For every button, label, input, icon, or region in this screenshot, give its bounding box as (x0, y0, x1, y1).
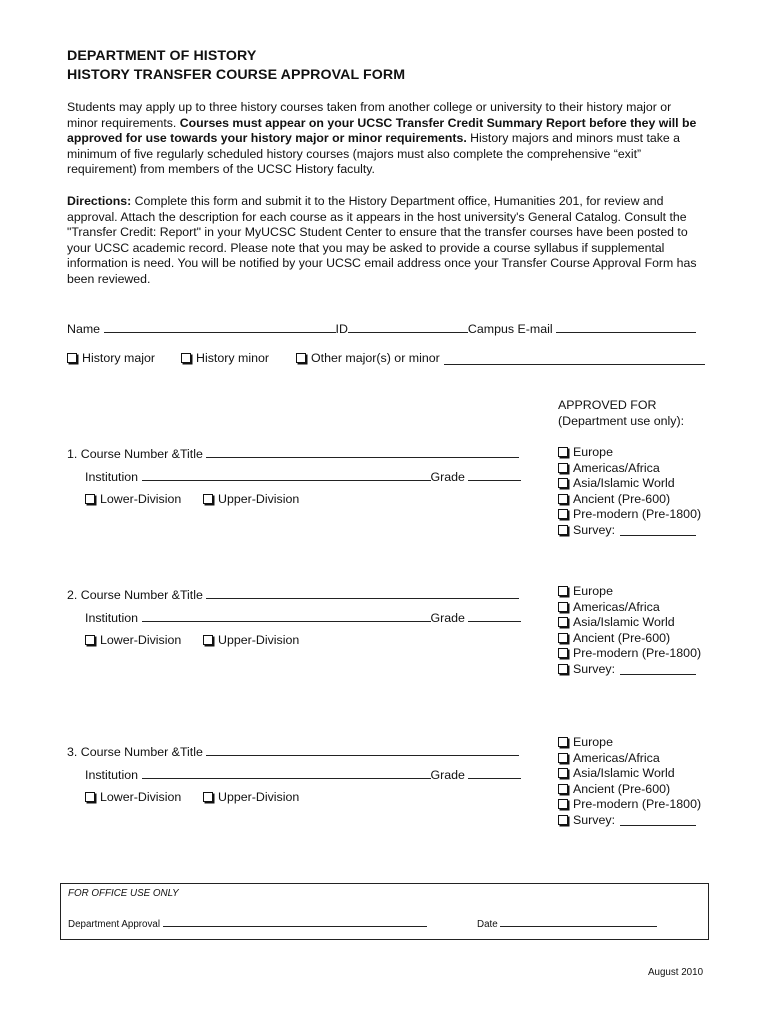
course-title-field[interactable] (206, 445, 519, 458)
grade-label: Grade (430, 611, 465, 625)
institution-row (85, 468, 521, 484)
footer-date: August 2010 (648, 967, 704, 978)
checkbox-icon[interactable] (296, 353, 306, 363)
checkbox-icon[interactable] (203, 494, 213, 504)
region-label: Americas/Africa (573, 599, 660, 614)
course-title-row (67, 586, 519, 602)
course-title-label: 2. Course Number &Title (67, 588, 203, 602)
grade-field[interactable] (468, 468, 521, 481)
region-label: Europe (573, 735, 613, 749)
intro-text-bold: Courses must appear on your UCSC Transfer Credit Summary Report before they will be approved for use towards your history major or minor requirements. (67, 115, 697, 146)
checkbox-icon[interactable] (558, 525, 568, 535)
email-field[interactable] (556, 320, 696, 333)
directions-paragraph (67, 194, 703, 288)
grade-label: Grade (430, 768, 465, 782)
history-major-option[interactable] (67, 351, 155, 365)
course-title-label: 3. Course Number &Title (67, 745, 203, 759)
other-major-option[interactable] (296, 351, 705, 365)
institution-row (85, 766, 521, 782)
survey-field[interactable] (620, 662, 696, 675)
region-label: Ancient (Pre-600) (573, 781, 671, 796)
region-label: Ancient (Pre-600) (573, 491, 671, 506)
region-option[interactable] (558, 735, 613, 749)
institution-row (85, 609, 521, 625)
other-major-label: Other major(s) or minor (311, 351, 440, 365)
office-use-title: FOR OFFICE USE ONLY (68, 888, 179, 899)
region-label: Pre-modern (Pre-1800) (573, 797, 702, 811)
region-label: Asia/Islamic World (573, 476, 675, 490)
institution-label: Institution (85, 768, 139, 782)
name-field[interactable] (104, 320, 336, 333)
approved-for-subheading: (Department use only): (558, 414, 685, 428)
directions-text: Complete this form and submit it to the History Department office, Humanities 201, for review and approval. Attach the description for each course as it appears in the host university's General Catalog. Consult the "Transfer Credit: Report" in your MyUCSC Student Center to ensure that the transfer courses have been posted to your UCSC academic record. Please note that you may be asked to provide a course syllabus if supplemental information is need. You will be notified by your UCSC email address once your Transfer Course Approval Form has been reviewed. (67, 194, 697, 286)
intro-paragraph (67, 100, 703, 178)
institution-field[interactable] (142, 468, 431, 481)
id-label: ID (335, 322, 348, 336)
course-title-field[interactable] (206, 586, 519, 599)
checkbox-icon[interactable] (203, 635, 213, 645)
office-use-box (60, 883, 709, 940)
region-option[interactable] (558, 523, 696, 537)
history-major-label: History major (82, 351, 155, 365)
department-title: DEPARTMENT OF HISTORY (67, 48, 257, 64)
checkbox-icon[interactable] (85, 792, 95, 802)
lower-division-label: Lower-Division (100, 492, 182, 506)
lower-division-label: Lower-Division (100, 633, 182, 647)
region-label: Asia/Islamic World (573, 766, 675, 780)
grade-label: Grade (430, 470, 465, 484)
department-approval-row (68, 917, 427, 930)
checkbox-icon[interactable] (558, 648, 568, 658)
checkbox-icon[interactable] (558, 799, 568, 809)
region-option[interactable] (558, 782, 670, 796)
course-title-row (67, 743, 519, 759)
region-option[interactable] (558, 813, 696, 827)
department-approval-label: Department Approval (68, 919, 161, 930)
lower-division-option[interactable] (85, 492, 181, 506)
lower-division-label: Lower-Division (100, 790, 182, 804)
id-field[interactable] (348, 320, 468, 333)
checkbox-icon[interactable] (558, 602, 568, 612)
survey-field[interactable] (620, 813, 696, 826)
name-label: Name (67, 322, 101, 336)
checkbox-icon[interactable] (181, 353, 191, 363)
region-label: Europe (573, 445, 613, 459)
region-option[interactable] (558, 600, 660, 614)
intro-text-a: Students may apply up to three history courses taken from another college or university to their history major or minor requirements. (67, 100, 672, 130)
checkbox-icon[interactable] (558, 509, 568, 519)
region-option[interactable] (558, 584, 613, 598)
grade-field[interactable] (468, 766, 521, 779)
other-major-field[interactable] (444, 352, 705, 365)
region-option[interactable] (558, 461, 660, 475)
institution-field[interactable] (142, 766, 431, 779)
upper-division-label: Upper-Division (218, 790, 300, 804)
region-label: Survey: (573, 812, 616, 827)
checkbox-icon[interactable] (558, 737, 568, 747)
checkbox-icon[interactable] (203, 792, 213, 802)
region-label: Pre-modern (Pre-1800) (573, 646, 702, 660)
region-label: Survey: (573, 661, 616, 676)
student-info-row (67, 320, 696, 336)
upper-division-label: Upper-Division (218, 492, 300, 506)
checkbox-icon[interactable] (558, 478, 568, 488)
lower-division-option[interactable] (85, 633, 181, 647)
region-label: Pre-modern (Pre-1800) (573, 507, 702, 521)
region-option[interactable] (558, 445, 613, 459)
region-label: Europe (573, 584, 613, 598)
institution-field[interactable] (142, 609, 431, 622)
intro-text-b: History majors and minors must take a minimum of five regularly scheduled history courses (majors must also complete the comprehensive “exit” requirement) from members of the UCSC History faculty. (67, 131, 680, 177)
department-approval-field[interactable] (163, 917, 427, 927)
region-option[interactable] (558, 797, 701, 811)
grade-field[interactable] (468, 609, 521, 622)
checkbox-icon[interactable] (558, 768, 568, 778)
institution-label: Institution (85, 470, 139, 484)
history-minor-option[interactable] (181, 351, 269, 365)
upper-division-label: Upper-Division (218, 633, 300, 647)
region-option[interactable] (558, 492, 670, 506)
region-label: Asia/Islamic World (573, 615, 675, 629)
checkbox-icon[interactable] (558, 784, 568, 794)
institution-label: Institution (85, 611, 139, 625)
region-option[interactable] (558, 631, 670, 645)
survey-field[interactable] (620, 523, 696, 536)
region-option[interactable] (558, 615, 675, 629)
lower-division-option[interactable] (85, 790, 181, 804)
checkbox-icon[interactable] (558, 815, 568, 825)
checkbox-icon[interactable] (85, 494, 95, 504)
checkbox-icon[interactable] (558, 664, 568, 674)
region-label: Americas/Africa (573, 750, 660, 765)
region-option[interactable] (558, 662, 696, 676)
checkbox-icon[interactable] (67, 353, 77, 363)
checkbox-icon[interactable] (85, 635, 95, 645)
history-minor-label: History minor (196, 351, 269, 365)
form-title: HISTORY TRANSFER COURSE APPROVAL FORM (67, 67, 406, 83)
region-label: Ancient (Pre-600) (573, 630, 671, 645)
course-title-row (67, 445, 519, 461)
email-label: Campus E-mail (467, 322, 553, 336)
checkbox-icon[interactable] (558, 494, 568, 504)
course-title-label: 1. Course Number &Title (67, 447, 203, 461)
checkbox-icon[interactable] (558, 586, 568, 596)
upper-division-option[interactable] (203, 492, 299, 506)
date-field[interactable] (500, 917, 657, 927)
region-option[interactable] (558, 751, 660, 765)
date-label: Date (477, 919, 498, 930)
region-option[interactable] (558, 646, 701, 660)
date-row (477, 917, 657, 930)
approved-for-heading: APPROVED FOR (558, 398, 657, 412)
region-option[interactable] (558, 766, 675, 780)
directions-label: Directions: (67, 194, 132, 208)
region-option[interactable] (558, 507, 701, 521)
checkbox-icon[interactable] (558, 753, 568, 763)
course-title-field[interactable] (206, 743, 519, 756)
checkbox-icon[interactable] (558, 447, 568, 457)
checkbox-icon[interactable] (558, 633, 568, 643)
checkbox-icon[interactable] (558, 617, 568, 627)
region-option[interactable] (558, 476, 675, 490)
upper-division-option[interactable] (203, 633, 299, 647)
upper-division-option[interactable] (203, 790, 299, 804)
region-label: Survey: (573, 522, 616, 537)
checkbox-icon[interactable] (558, 463, 568, 473)
region-label: Americas/Africa (573, 460, 660, 475)
